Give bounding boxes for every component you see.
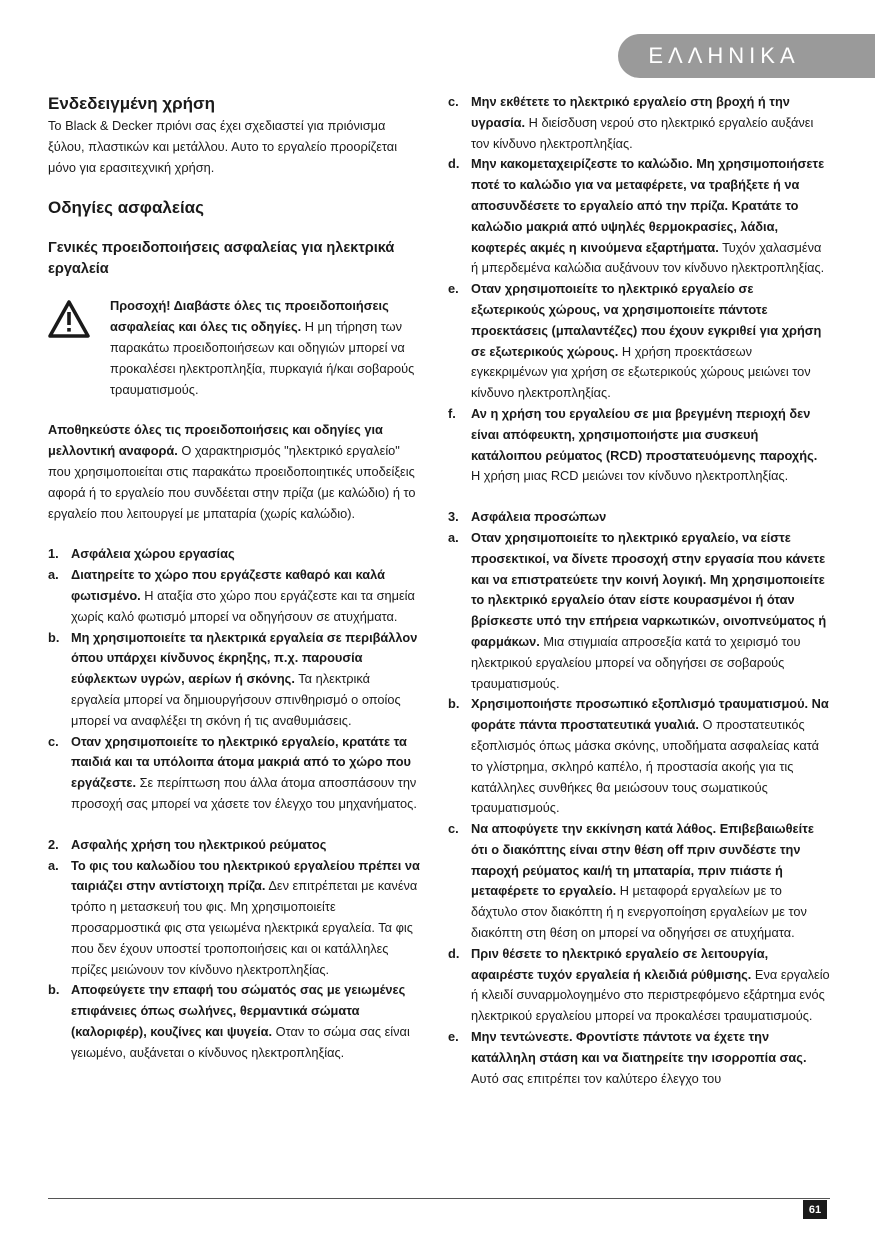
list-item: c. Μην εκθέτετε το ηλεκτρικό εργαλείο στη βροχή ή την υγρασία. Η διείσδυση νερού στο ηλεκτρικό εργαλείο αυξάνει τον κίνδυνο ηλεκτροπληξίας. bbox=[448, 94, 814, 151]
section-1-heading: 1. Ασφάλεια χώρου εργασίας bbox=[48, 546, 235, 562]
list-item: c. Οταν χρησιμοποιείτε το ηλεκτρικό εργαλείο, κρατάτε τα παιδιά και τα υπόλοιπα άτομα μακριά από το χώρο που εργάζεστε. Σε περίπτωση που άλλα άτομα αποσπάσουν την προσοχή σας μπορεί να χάσετε τον έλεγχο του μηχανήματος. bbox=[48, 733, 417, 811]
warning-paragraph: Προσοχή! Διαβάστε όλες τις προειδοποιήσεις ασφαλείας και όλες τις οδηγίες. Η μη τήρηση των παρακάτω προειδοποιήσεων και οδηγιών μπορεί να προκαλέσει ηλεκτροπληξία, πυρκαγιά ή/και σοβαρούς τραυματισμούς. bbox=[110, 298, 415, 397]
intended-use-text: Το Black & Decker πριόνι σας έχει σχεδιαστεί για πριόνισμα ξύλου, πλαστικών και μετάλλου. Αυτο το εργαλείο προορίζεται μόνο για ερασιτεχνική χρήση. bbox=[48, 118, 398, 175]
list-item: d. Πριν θέσετε το ηλεκτρικό εργαλείο σε λειτουργία, αφαιρέστε τυχόν εργαλεία ή κλειδιά ρύθμισης. Ενα εργαλείο ή κλειδί συναρμολογημένο στο περιστρεφόμενο εξάρτημα ενός ηλεκτρικού εργαλείου μπορεί να προκαλέσει τραυματισμούς. bbox=[448, 945, 830, 1024]
list-item: a. Διατηρείτε το χώρο που εργάζεστε καθαρό και καλά φωτισμένο. Η αταξία στο χώρο που εργάζεστε και τα σημεία χωρίς καλό φωτισμό μπορεί να οδηγήσουν σε ατυχήματα. bbox=[48, 567, 415, 624]
page-number: 61 bbox=[803, 1200, 827, 1219]
list-item: f. Αν η χρήση του εργαλείου σε μια βρεγμένη περιοχή δεν είναι απόφευκτη, χρησιμοποιήστε μια συσκευή κατάλοιπου ρεύματος (RCD) προστατευόμενης παροχής. Η χρήση μιας RCD μειώνει τον κίνδυνο ηλεκτροπληξίας. bbox=[448, 405, 818, 484]
warning-block bbox=[48, 296, 420, 400]
section-2-heading: 2. Ασφαλής χρήση του ηλεκτρικού ρεύματος bbox=[48, 836, 327, 852]
section-3-heading: 3. Ασφάλεια προσώπων bbox=[448, 509, 607, 525]
list-item: c. Να αποφύγετε την εκκίνηση κατά λάθος. Επιβεβαιωθείτε ότι ο διακόπτης είναι στην θέση off πριν συνδέστε την παροχή ρεύματος και/ή τη μπαταρία, πριν πιάστε ή μεταφέρετε το εργαλείο. Η μεταφορά εργαλείων με το δάχτυλο στον διακόπτη ή η ενεργοποίηση εργαλείων με τον διακόπτη στη θέση on μπορεί να οδηγήσει σε ατυχήματα. bbox=[448, 821, 814, 941]
general-warnings-heading: Γενικές προειδοποιήσεις ασφαλείας για ηλεκτρικά εργαλεία bbox=[48, 240, 395, 278]
list-item: d. Μην κακομεταχειρίζεστε το καλώδιο. Μη χρησιμοποιήσετε ποτέ το καλώδιο για να μεταφέρετε, να τραβήξετε ή να αποσυνδέσετε το εργαλείο από την πρίζα. Κρατάτε το καλώδιο μακριά από υψηλές θερμοκρασίες, λάδια, κοφτερές ακμές η κινούμενα εξαρτήματα. Τυχόν χαλασμένα ή μπερδεμένα καλώδια αυξάνουν τον κίνδυνο ηλεκτροπληξίας. bbox=[448, 156, 825, 276]
warning-triangle-icon bbox=[48, 296, 98, 400]
left-column bbox=[48, 92, 420, 1063]
list-item: a. Το φις του καλωδίου του ηλεκτρικού εργαλείου πρέπει να ταιριάζει στην αντίστοιχη πρίζα. Δεν επιτρέπεται με κανένα τρόπο η μετασκευή του φις. Μη χρησιμοποιείτε προσαρμοστικά φις στα γειωμένα ηλεκτρικά εργαλεία. Τα φις που δεν έχουν υποστεί τροποποιήσεις και οι κατάλληλες πρίζες μειώνουν τον κίνδυνο ηλεκτροπληξίας. bbox=[48, 857, 420, 977]
list-item: a. Οταν χρησιμοποιείτε το ηλεκτρικό εργαλείο, να είστε προσεκτικοί, να δίνετε προσοχή στην εργασία που κάνετε και να επιστρατεύετε την κοινή λογική. Μη χρησιμοποιείτε το ηλεκτρικό εργαλείο όταν είστε κουρασμένοι ή όταν βρίσκεστε υπό την επήρεια ναρκωτικών, οινοπνεύματος ή φαρμάκων. Μια στιγμιαία απροσεξία κατά το χειρισμό του ηλεκτρικού εργαλείου μπορεί να οδηγήσει σε σοβαρούς τραυματισμούς. bbox=[448, 529, 827, 691]
list-item: b. Μη χρησιμοποιείτε τα ηλεκτρικά εργαλεία σε περιβάλλον όπου υπάρχει κίνδυνος έκρηξης, π.χ. παρουσία εύφλεκτων υγρών, αερίων ή σκόνης. Τα ηλεκτρικά εργαλεία μπορεί να δημιουργήσουν σπινθηρισμό ο οποίος μπορεί να αναφλέξει τη σκόνη ή τις αναθυμιάσεις. bbox=[48, 629, 418, 728]
list-item: e. Μην τεντώνεστε. Φροντίστε πάντοτε να έχετε την κατάλληλη στάση και να διατηρείτε την ισορροπία σας. Αυτό σας επιτρέπει τον καλύτερο έλεγχο του bbox=[448, 1029, 807, 1086]
footer-rule bbox=[48, 1198, 830, 1199]
safety-heading: Οδηγίες ασφαλείας bbox=[48, 198, 204, 218]
keep-instructions-paragraph: Αποθηκεύστε όλες τις προειδοποιήσεις και οδηγίες για μελλοντική αναφορά. Ο χαρακτηρισμός "ηλεκτρικό εργαλείο" που χρησιμοποιείται στις παρακάτω προειδοποιητικές υποδείξεις αφορά ή το εργαλείο που συνδέεται στην πρίζα (με καλώδιο) ή το εργαλείο που λειτουργεί με μπαταρία (χωρίς καλώδιο). bbox=[48, 422, 416, 521]
language-tab: ΕΛΛΗΝΙΚΑ bbox=[618, 34, 830, 78]
right-column bbox=[448, 92, 830, 1089]
list-item: b. Χρησιμοποιήστε προσωπικό εξοπλισμό τραυματισμού. Να φοράτε πάντα προστατευτικά γυαλιά. Ο προστατευτικός εξοπλισμός όπως μάσκα σκόνης, υποδήματα ασφαλείας κατά το γλίστρημα, σκληρό καπέλο, ή προστασία ακοής για τις κατάλληλες συνθήκες θα μειώσουν τους σωματικούς τραυματισμούς. bbox=[448, 696, 829, 816]
intended-use-heading: Ενδεδειγμένη χρήση bbox=[48, 94, 216, 113]
list-item: e. Οταν χρησιμοποιείτε το ηλεκτρικό εργαλείο σε εξωτερικούς χώρους, να χρησιμοποιείτε πάντοτε προεκτάσεις (μπαλαντέζες) που έχουν εγκριθεί για χρήση σε εξωτερικούς χώρους. Η χρήση προεκτάσεων εγκεκριμένων για χρήση σε εξωτερικούς χώρους μειώνει τον κίνδυνο ηλεκτροπληξίας. bbox=[448, 281, 822, 401]
list-item: b. Αποφεύγετε την επαφή του σώματός σας με γειωμένες επιφάνειες όπως σωλήνες, θερμαντικά σώματα (καλοριφέρ), κουζίνες και ψυγεία. Οταν το σώμα σας είναι γειωμένο, αυξάνεται ο κίνδυνος ηλεκτροπληξίας. bbox=[48, 982, 410, 1060]
